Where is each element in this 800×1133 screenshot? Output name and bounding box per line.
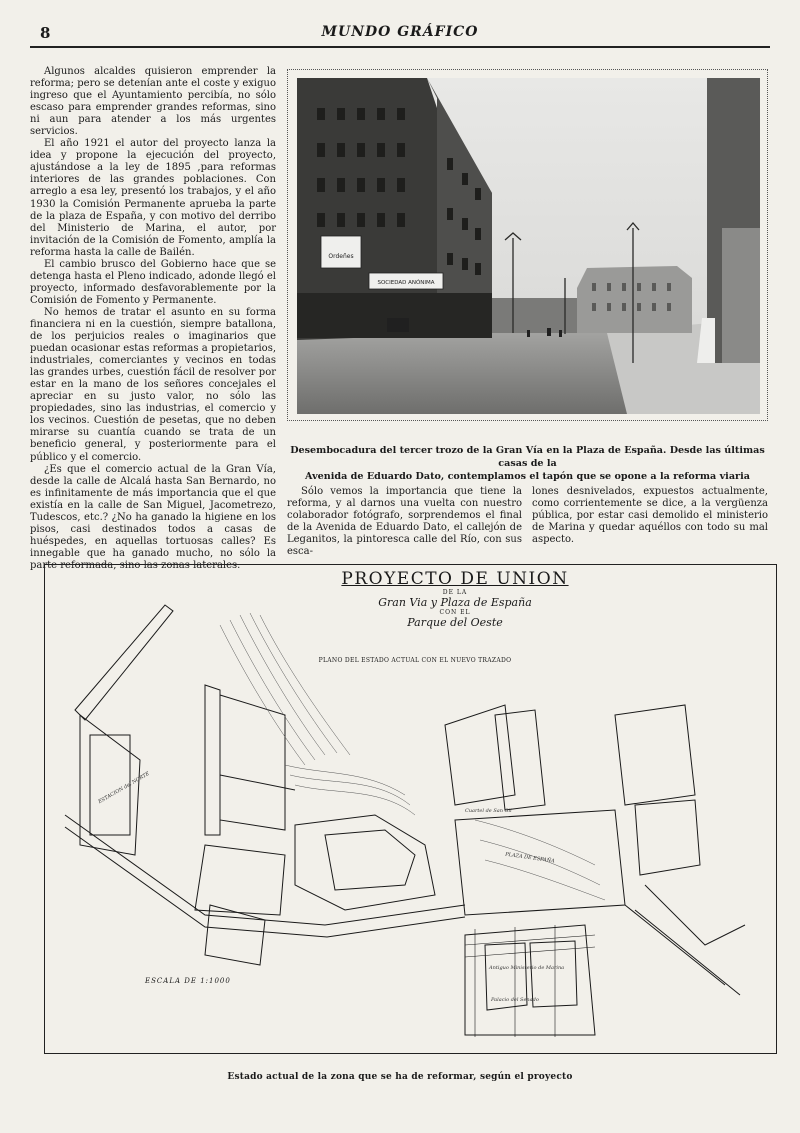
plan-caption: Estado actual de la zona que se ha de reformar, según el proyecto xyxy=(227,1072,573,1082)
plan-title: PROYECTO DE UNION xyxy=(341,569,569,589)
plan-title-line3: Parque del Oeste xyxy=(407,616,503,629)
paragraph: Algunos alcaldes quisieron emprender la reforma; pero se detenían ante el coste y exiguo ingreso que el Ayuntamiento percibía, no sólo escaso para emprender grandes reformas, sino ni aun para atender a los más urgentes servicios. xyxy=(30,66,276,138)
project-plan xyxy=(44,564,777,1054)
paragraph: Sólo vemos la importancia que tiene la reforma, y al darnos una vuelta con nuestro colaborador fotógrafo, sorprendemos el final de la Avenida de Eduardo Dato, el callejón de Leganitos, la pintoresca calle del Río, con sus esca- xyxy=(287,486,522,558)
page-header xyxy=(30,20,770,48)
map-label-estacion: ESTACION del NORTE xyxy=(97,770,151,806)
map-label-palacio: Palacio del Senado xyxy=(491,997,539,1003)
caption-line-1: Desembocadura del tercer trozo de la Gran Vía en la Plaza de España. Desde las últimas casas de la xyxy=(290,445,765,469)
masthead: MUNDO GRÁFICO xyxy=(321,24,479,40)
plan-title-block xyxy=(325,569,585,629)
map-label-ministerio: Antiguo Ministerio de Marina xyxy=(489,965,565,971)
article-column-1 xyxy=(30,66,276,572)
street-photo xyxy=(297,78,760,414)
plan-title-con-el: CON EL xyxy=(439,609,471,616)
paragraph: No hemos de tratar el asunto en su forma financiera ni en la cuestión, siempre batallona, de los perjuicios reales o imaginarios que puedan ocasionar estas reformas a propietarios, industriales, comerciantes y vecinos en todas las grandes urbes, cuestión fácil de resolver por estar en la mano de los señores concejales el apreciar en su justo valor, no sólo las propiedades, sino las industrias, el comercio y los vecinos. Cuestión de pesetas, que no deben mirarse su cuantía cuando se trata de un beneficio general, y posteriormente para el público y el comercio. xyxy=(30,306,276,463)
paragraph: El cambio brusco del Gobierno hace que se detenga hasta el Pleno indicado, adonde llegó el proyecto, informado desfavorablemente por la Comisión de Fomento y Permanente. xyxy=(30,258,276,306)
caption-line-2: Avenida de Eduardo Dato, contemplamos el tapón que se opone a la reforma viaria xyxy=(305,471,750,482)
map-label-plaza: PLAZA DE ESPAÑA xyxy=(504,851,555,865)
photo-sign-1: Ordeñes xyxy=(328,253,354,260)
page-number: 8 xyxy=(40,24,51,42)
map-label-cuartel: Cuartel de San Gil xyxy=(465,808,512,814)
plan-scale: ESCALA DE 1:1000 xyxy=(145,977,231,985)
plan-subtitle: PLANO DEL ESTADO ACTUAL CON EL NUEVO TRAZADO xyxy=(318,657,512,664)
photo-caption xyxy=(287,444,768,483)
paragraph: El año 1921 el autor del proyecto lanza la idea y propone la ejecución del proyecto, ajustándose a la ley de 1895 ,para reformas interiores de las grandes poblaciones. Con arreglo a esa ley, presentó los trabajos, y el año 1930 la Comisión Permanente aprueba la parte de la plaza de España, y con motivo del derribo del Ministerio de Marina, el autor, por invitación de la Comisión de Fomento, amplía la reforma hasta la calle de Bailén. xyxy=(30,138,276,258)
article-column-2 xyxy=(287,486,522,558)
article-column-3 xyxy=(532,486,768,546)
plan-title-line2: Gran Via y Plaza de España xyxy=(378,596,532,609)
photo-sign-2: SOCIEDAD ANÓNIMA xyxy=(377,280,435,286)
paragraph: ¿Es que el comercio actual de la Gran Vía, desde la calle de Alcalá hasta San Bernardo, no es infinitamente de más importancia que el que existía en la calle de San Miguel, Jacometrezo, Tudescos, etc.? ¿No ha ganado la higiene en los pisos, casi destinados todos a casas de huéspedes, en aquellas tortuosas calles? Es innegable que ha ganado mucho, no sólo la parte reformada, sino las zonas laterales. xyxy=(30,463,276,571)
plan-title-de-la: DE LA xyxy=(442,589,468,596)
paragraph: lones desnivelados, expuestos actualmente, como corrientemente se dice, a la vergüenza pública, por estar casi demolido el ministerio de Marina y quedar aquéllos con todo su mal aspecto. xyxy=(532,486,768,546)
